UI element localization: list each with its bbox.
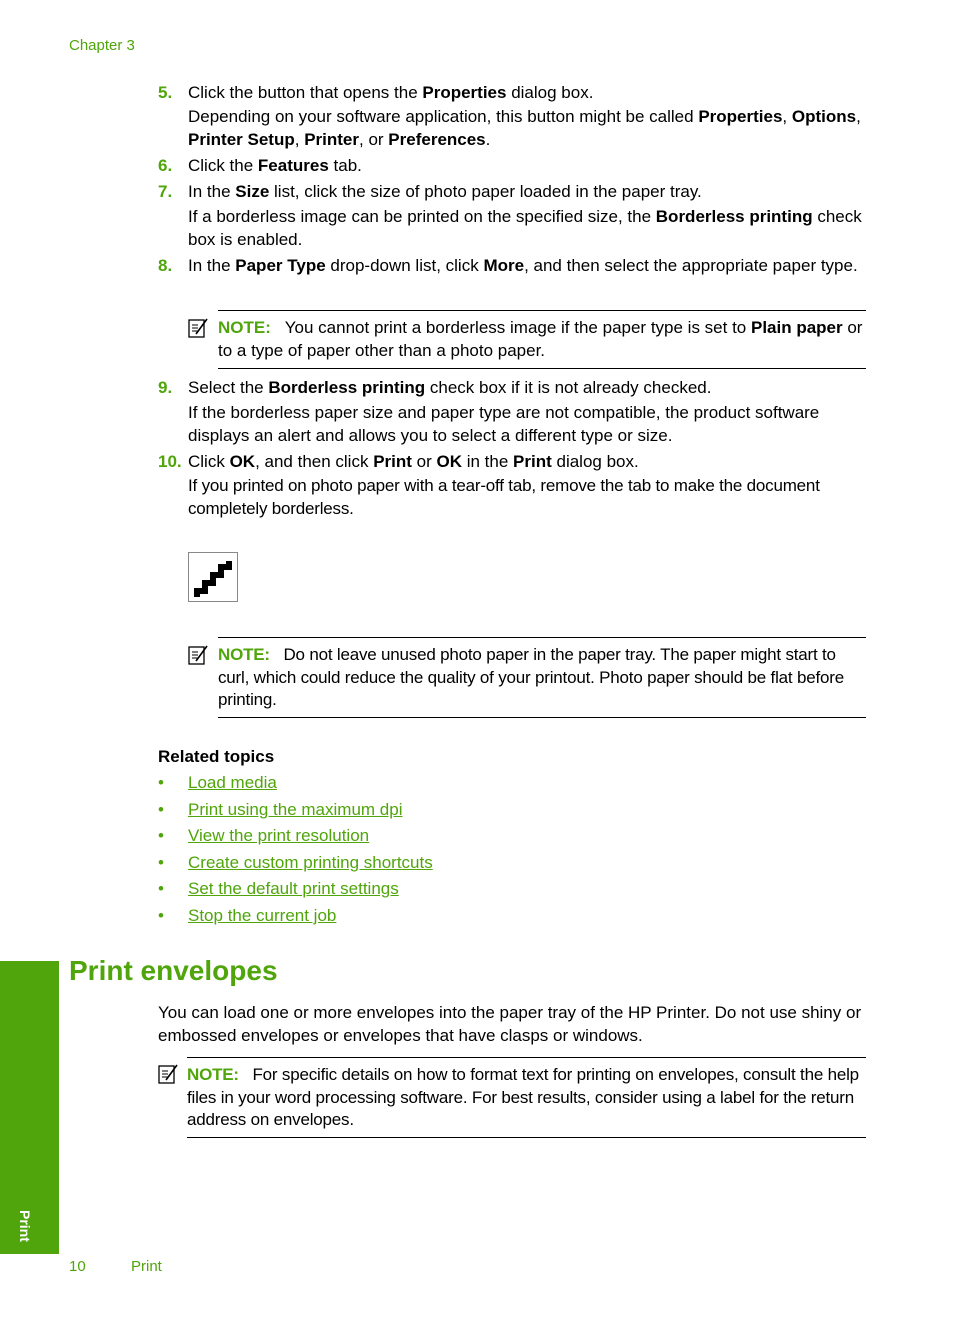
side-tab-label: Print	[17, 1210, 33, 1242]
bullet: •	[158, 906, 164, 925]
step-number: 5.	[158, 83, 173, 102]
bullet: •	[158, 800, 164, 819]
section-title: Print envelopes	[69, 955, 278, 986]
step-text: In the Paper Type drop-down list, click More, and then select the appropriate paper type.	[188, 256, 858, 275]
link-print-max-dpi[interactable]: Print using the maximum dpi	[188, 800, 403, 819]
step-7-detail: If a borderless image can be printed on the specified size, the Borderless printing check box is enabled.	[188, 207, 862, 249]
link-default-print-settings[interactable]: Set the default print settings	[188, 879, 399, 898]
step-number: 8.	[158, 256, 173, 275]
section-body: You can load one or more envelopes into the paper tray of the HP Printer. Do not use shiny or embossed envelopes or envelopes that have clasps or windows.	[158, 1003, 862, 1045]
note-envelope-formatting	[187, 1057, 866, 1138]
step-text: Click OK, and then click Print or OK in the Print dialog box.	[188, 452, 639, 471]
note-text: NOTE: For specific details on how to format text for printing on envelopes, consult the help files in your word processing software. For best results, consider using a label for the return address on envelopes.	[187, 1065, 859, 1129]
step-text: Click the button that opens the Properties dialog box.	[188, 83, 594, 102]
bullet: •	[158, 826, 164, 845]
chapter-header: Chapter 3	[69, 37, 135, 54]
step-text: Click the Features tab.	[188, 156, 362, 175]
bullet: •	[158, 879, 164, 898]
step-number: 9.	[158, 378, 173, 397]
note-label: NOTE:	[187, 1065, 239, 1084]
note-borderless-paper-type	[218, 310, 866, 369]
note-text: NOTE: Do not leave unused photo paper in the paper tray. The paper might start to curl, which could reduce the quality of your printout. Photo paper should be flat before printing.	[218, 645, 844, 709]
page-number: 10	[69, 1258, 86, 1275]
step-5-detail: Depending on your software application, this button might be called Properties, Options, Printer Setup, Printer, or Preferences.	[188, 107, 861, 149]
link-custom-shortcuts[interactable]: Create custom printing shortcuts	[188, 853, 433, 872]
note-unused-photo-paper	[218, 637, 866, 718]
note-icon	[188, 318, 208, 338]
bullet: •	[158, 773, 164, 792]
note-label: NOTE:	[218, 318, 271, 337]
step-number: 6.	[158, 156, 173, 175]
note-icon	[158, 1064, 178, 1084]
note-text: NOTE: You cannot print a borderless image if the paper type is set to Plain paper or to a type of paper other than a photo paper.	[218, 318, 863, 360]
link-view-print-resolution[interactable]: View the print resolution	[188, 826, 370, 845]
staircase-icon	[188, 552, 238, 602]
step-text: Select the Borderless printing check box if it is not already checked.	[188, 378, 712, 397]
link-stop-current-job[interactable]: Stop the current job	[188, 906, 337, 925]
footer-title: Print	[131, 1258, 162, 1275]
link-load-media[interactable]: Load media	[188, 773, 277, 792]
note-icon	[188, 645, 208, 665]
related-topics-heading: Related topics	[158, 747, 275, 766]
step-number: 7.	[158, 182, 173, 201]
note-label: NOTE:	[218, 645, 270, 664]
step-text: In the Size list, click the size of photo paper loaded in the paper tray.	[188, 182, 702, 201]
step-9-detail: If the borderless paper size and paper type are not compatible, the product software displays an alert and allows you to select a different type or size.	[188, 403, 820, 445]
bullet: •	[158, 853, 164, 872]
step-number: 10.	[158, 452, 182, 471]
step-10-detail: If you printed on photo paper with a tear-off tab, remove the tab to make the document completely borderless.	[188, 476, 820, 518]
